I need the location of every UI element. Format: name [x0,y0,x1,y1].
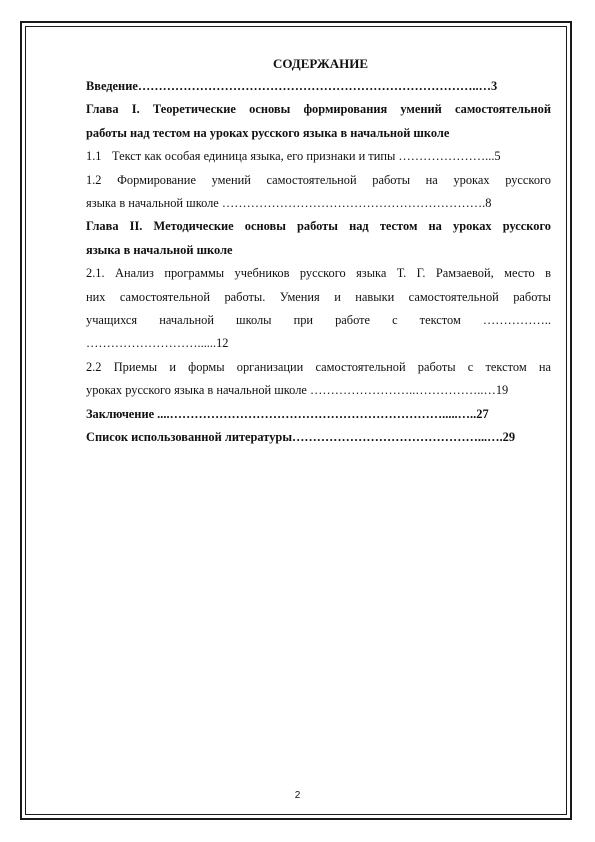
toc-entry-section-2-2-line2: уроках русского языка в начальной школе ……………………..……………..…19 [86,383,509,398]
section-1-1-text: Текст как особая единица языка, его признаки и типы …………………...5 [112,149,501,164]
toc-entry-chapter1-line2: работы над тестом на уроках русского языка в начальной школе [86,125,450,140]
toc-entry-section-1-2-line2: языка в начальной школе ……………………………………………………….8 [86,196,492,211]
section-2-1-line3-leader: …………….. [482,313,551,328]
table-of-contents [86,56,551,450]
toc-entry-section-2-2-line1: 2.2 Приемы и формы организации самостоятельной работы с текстом на [86,359,551,374]
toc-entry-section-2-1-line2: них самостоятельной работы. Умения и навыки самостоятельной работы [86,289,551,304]
toc-entry-chapter2-line2: языка в начальной школе [86,242,233,257]
section-2-1-line3-text: учащихся начальной школы при работе с текстом [86,313,461,328]
toc-entry-introduction: Введение………………………………………………………………………..…3 [86,79,498,93]
toc-entry-chapter2-line1: Глава II. Методические основы работы над тестом на уроках русского [86,219,551,234]
toc-entry-chapter1-line1: Глава I. Теоретические основы формирования умений самостоятельной [86,102,551,117]
section-1-1-number: 1.1 [86,149,102,164]
toc-entry-section-2-1-line3 [86,309,551,332]
toc-entry-bibliography: Список использованной литературы………………………………………...….29 [86,430,516,445]
toc-title: СОДЕРЖАНИЕ [272,56,369,71]
page-number: 2 [294,790,301,801]
toc-entry-conclusion: Заключение ....………………………………………………………….....…..27 [86,406,489,421]
toc-entry-section-1-2-line1: 1.2 Формирование умений самостоятельной работы на уроках русского [86,172,551,187]
toc-entry-section-2-1-line1: 2.1. Анализ программы учебников русского языка Т. Г. Рамзаевой, место в [86,266,551,281]
toc-entry-section-2-1-line4: ………………………......12 [86,336,229,351]
toc-entry-section-1-1 [86,145,551,168]
